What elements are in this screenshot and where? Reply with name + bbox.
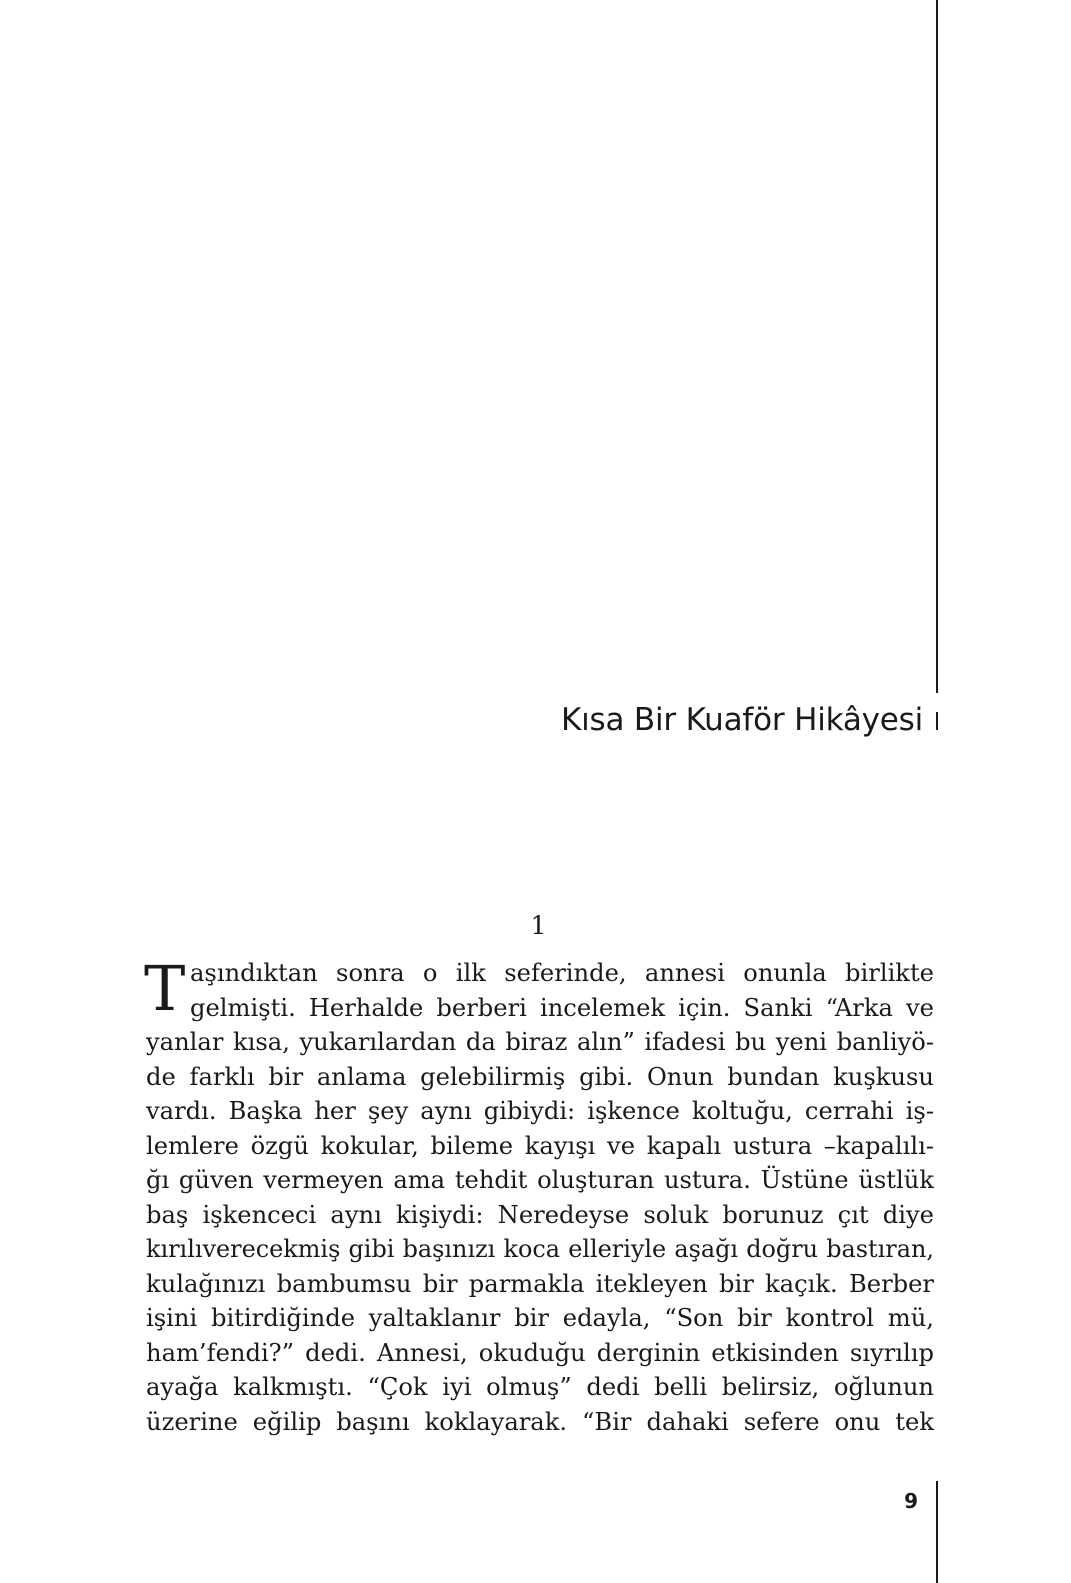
body-paragraph <box>144 952 934 1439</box>
paragraph-line: lemlere özgü kokular, bileme kayışı ve kapalı ustura –kapalılı- <box>146 1131 934 1160</box>
paragraph-line: ayağa kalkmıştı. “Çok iyi olmuş” dedi belli belirsiz, oğlunun <box>146 1373 934 1401</box>
margin-rule-bottom <box>936 1481 938 1583</box>
paragraph-line: gelmişti. Herhalde berberi incelemek için. Sanki “Arka ve <box>190 993 934 1022</box>
paragraph-line: üzerine eğilip başını koklayarak. “Bir dahaki sefere onu tek <box>146 1407 934 1436</box>
paragraph-line: vardı. Başka her şey aynı gibiydi: işkence koltuğu, cerrahi iş- <box>146 1097 934 1125</box>
drop-cap: T <box>144 952 186 1025</box>
paragraph-line: aşındıktan sonra o ilk seferinde, annesi onunla birlikte <box>190 959 934 987</box>
paragraph-line: baş işkenceci aynı kişiydi: Neredeyse soluk borunuz çıt diye <box>146 1200 934 1229</box>
paragraph-line: kulağınızı bambumsu bir parmakla itekleyen bir kaçık. Berber <box>146 1269 934 1298</box>
paragraph-line: ğı güven vermeyen ama tehdit oluşturan ustura. Üstüne üstlük <box>146 1166 934 1194</box>
chapter-title: Kısa Bir Kuaför Hikâyesi <box>560 702 923 738</box>
paragraph-line: işini bitirdiğinde yaltaklanır bir edayla, “Son bir kontrol mü, <box>146 1304 934 1332</box>
section-number: 1 <box>530 911 547 940</box>
margin-rule-top <box>936 0 938 693</box>
margin-rule-title <box>936 712 938 730</box>
paragraph-line: kırılıverecekmiş gibi başınızı koca elleriyle aşağı doğru bastıran, <box>146 1235 934 1263</box>
paragraph-line: ham’fendi?” dedi. Annesi, okuduğu derginin etkisinden sıyrılıp <box>146 1338 934 1367</box>
paragraph-line: de farklı bir anlama gelebilirmiş gibi. Onun bundan kuşkusu <box>146 1062 934 1091</box>
page-number: 9 <box>904 1489 918 1513</box>
paragraph-line: yanlar kısa, yukarılardan da biraz alın” ifadesi bu yeni banliyö- <box>146 1028 934 1056</box>
